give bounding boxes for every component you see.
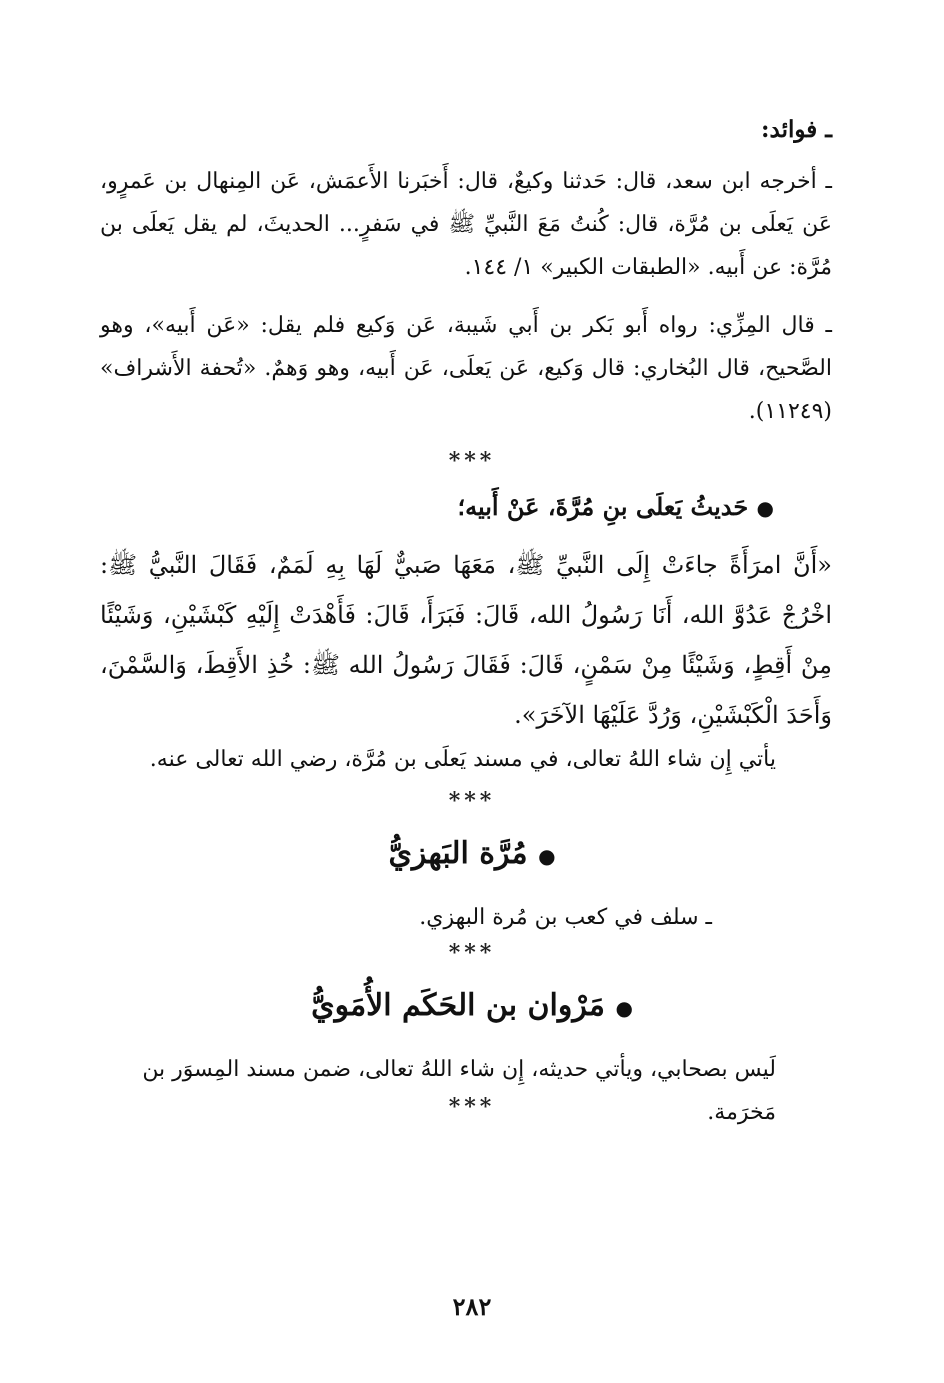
paragraph-ibn-saad: ـ أخرجه ابن سعد، قال: حَدثنا وكيعٌ، قال: أَخبَرنا الأَعمَش، عَن المِنهال بن عَمرٍو، عَن يَعلَى بن مُرَّة، قال: كُنتُ مَعَ النَّبيِّ ﷺ في سَفرٍ... الحديثَ، لم يقل يَعلَى بن مُرَّة: عن أَبيه. «الطبقات الكبير» ١/ ١٤٤.: [100, 169, 832, 280]
bullet-icon: ●: [615, 996, 633, 1020]
section-title-marwan: [0, 988, 944, 1023]
hadith-heading-text: حَديثُ يَعلَى بنِ مُرَّةَ، عَنْ أَبيه؛: [457, 492, 749, 521]
bullet-icon: ●: [756, 496, 774, 520]
note-murra: ـ سلف في كعب بن مُرة البهزي.: [419, 905, 712, 930]
hadith-note: يأتي إِن شاء اللهُ تعالى، في مسند يَعلَى بن مُرَّة، رضي الله تعالى عنه.: [149, 747, 776, 772]
bullet-icon: ●: [538, 844, 556, 868]
paragraph-mizzi: ـ قال المِزِّي: رواه أَبو بَكر بن أَبي شَيبة، عَن وَكيع فلم يقل: «عَن أَبيه»، وهو الصَّحيح، قال البُخاري: قال وَكيع، عَن يَعلَى، عَن أَبيه، وهو وَهمٌ. «تُحفة الأَشراف» (١١٢٤٩).: [100, 313, 832, 424]
separator-stars: ***: [448, 940, 496, 966]
section-title-text: مَرْوان بن الحَكَم الأُمَويُّ: [311, 988, 605, 1023]
separator-stars: ***: [448, 788, 496, 814]
fawaid-heading: ـ فوائد:: [761, 116, 832, 143]
separator-stars: ***: [448, 1094, 496, 1120]
note-marwan: لَيس بصحابي، ويأتي حديثه، إِن شاء اللهُ تعالى، ضمن مسند المِسوَر بن مَخرَمة.: [142, 1057, 776, 1125]
section-title-text: مُرَّة البَهزيُّ: [388, 836, 528, 871]
hadith-heading: [114, 492, 774, 521]
page-number: ٢٨٢: [452, 1292, 492, 1321]
hadith-text: «أَنَّ امرَأَةً جاءَتْ إِلَى النَّبيِّ ﷺ، مَعَهَا صَبيٌّ لَهَا بِهِ لَمَمٌ، فَقَالَ النَّبيُّ ﷺ: اخْرُجْ عَدُوَّ الله، أَنَا رَسُولُ الله، قَالَ: فَبَرَأَ، قَالَ: فَأَهْدَتْ إِلَيْهِ كَبْشَيْنِ، وَشَيْئًا مِنْ أَقِطٍ، وَشَيْئًا مِنْ سَمْنٍ، قَالَ: فَقَالَ رَسُولُ الله ﷺ: خُذِ الأَقِطَ، وَالسَّمْنَ، وَأَحَدَ الْكَبْشَيْنِ، وَرُدَّ عَلَيْهَا الآخَرَ».: [100, 551, 832, 729]
separator-stars: ***: [448, 448, 496, 474]
section-title-murra: [0, 836, 944, 871]
